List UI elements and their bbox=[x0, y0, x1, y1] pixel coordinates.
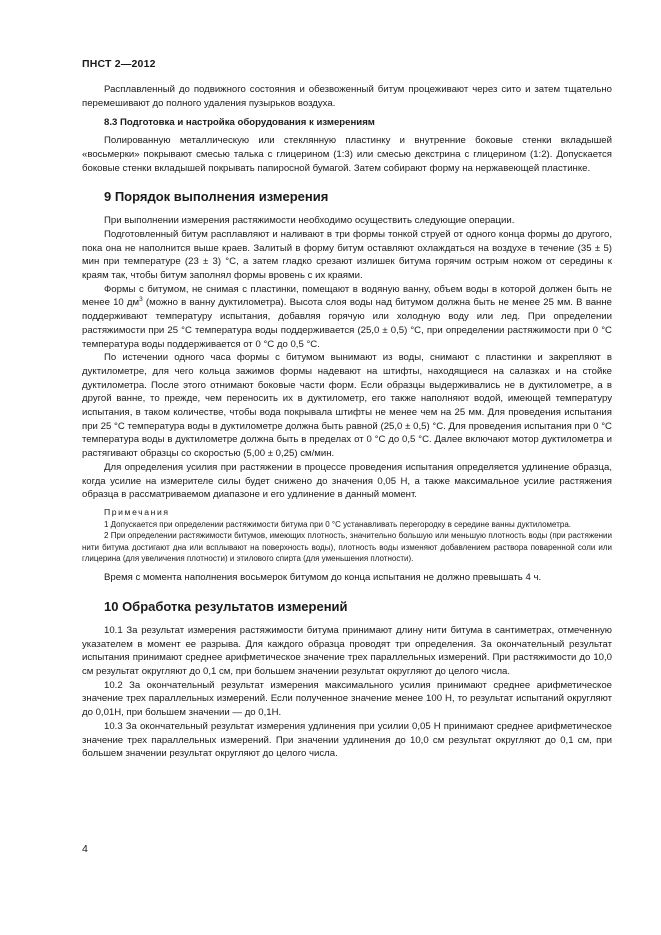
page-number: 4 bbox=[82, 843, 88, 855]
section-8-3-title: 8.3 Подготовка и настройка оборудования к измерениям bbox=[104, 117, 375, 129]
paragraph: Полированную металлическую или стеклянную пластинку и внутренние боковые стенки вкладышей «восьмерки» покрывают смесью талька с глицерином (1:3) или смесью декстрина с глицерином (1:2). Допускается боковые стенки вкладышей покрывать папиросной бумагой. Затем собирают форму на нержавеющей пластинке. bbox=[82, 135, 612, 174]
paragraph: Для определения усилия при растяжении в процессе проведения испытания определяется удлинение образца, когда усилие на измерителе силы будет снижено до значения 0,05 Н, а также максимальное усилие растяжения образца в рассматриваемом диапазоне и его удлинение в данный момент. bbox=[82, 461, 612, 501]
paragraph-part: Формы с битумом, не снимая с пластинки, помещают в водяную ванну, объем воды в которой должен быть не менее 10 дм bbox=[82, 283, 612, 309]
page-body bbox=[82, 83, 612, 761]
section-10-title: 10 Обработка результатов измерений bbox=[104, 598, 348, 614]
superscript: 3 bbox=[139, 296, 143, 304]
paragraph: 10.3 За окончательный результат измерения удлинения при усилии 0,05 Н принимают среднее арифметическое значение трех параллельных измерений. При значении удлинения до 10,0 см результат округляют до 0,1 см, при большем значении результат округляют до целого числа. bbox=[82, 720, 612, 760]
document-code: ПНСТ 2—2012 bbox=[82, 58, 156, 70]
notes-title: Примечания bbox=[104, 506, 170, 517]
paragraph: Расплавленный до подвижного состояния и обезвоженный битум процеживают через сито и затем тщательно перемешивают до полного удаления пузырьков воздуха. bbox=[82, 84, 612, 109]
paragraph-part: (можно в ванну дуктилометра). Высота слоя воды над битумом должна быть не менее 25 мм. В ванне поддерживают температуру испытания, добавляя горячую или холодную воду или лед. При определении растяжимости при 25 °С температура воды поддерживается (25,0 ± 0,5) °С, при определении растяжимости при 0 °С температура воды поддерживается от 0 °С до 0,5 °С. bbox=[82, 297, 612, 350]
paragraph: Подготовленный битум расплавляют и наливают в три формы тонкой струей от одного конца формы до другого, пока она не наполнится выше краев. Залитый в форму битум оставляют охлаждаться на воздухе в течение (35 ± 5) мин при температуре (23 ± 3) °С, а затем гладко срезают излишек битума горячим острым ножом от середины к краям так, чтобы битум заполнял формы вровень с их краями. bbox=[82, 228, 612, 282]
paragraph: 10.2 За окончательный результат измерения максимального усилия принимают среднее арифметическое значение трех параллельных измерений. Если полученное значение менее 100 Н, то результат испытаний округляют до 0,01Н, при большем значении — до 0,1Н. bbox=[82, 679, 612, 719]
section-9-title: 9 Порядок выполнения измерения bbox=[104, 189, 329, 205]
paragraph: 10.1 За результат измерения растяжимости битума принимают длину нити битума в сантиметрах, отмеченную указателем в момент ее разрыва. Для каждого образца проводят три определения. За окончательный результат испытания принимают среднее арифметическое значение трех параллельных измерений. При растяжимости до 10,0 см результат округляют до 0,1 см, при большем значении результат округляют до целого числа. bbox=[82, 624, 612, 677]
paragraph: Время с момента наполнения восьмерок битумом до конца испытания не должно превышать 4 ч. bbox=[104, 572, 542, 584]
note: 1 Допускается при определении растяжимости битума при 0 °С устанавливать перегородку в середине ванны дуктилометра. bbox=[104, 519, 572, 529]
paragraph bbox=[82, 283, 612, 352]
note: 2 При определении растяжимости битумов, имеющих плотность, значительно большую или меньшую плотность воды (при растяжении нити битума достигают дна или всплывают на поверхность воды), плотность воды изменяют добавлением раствора поваренной соли или глицерина (для увеличения плотности) и этилового спирта (для уменьшения плотности). bbox=[82, 531, 612, 563]
paragraph: При выполнении измерения растяжимости необходимо осуществить следующие операции. bbox=[104, 215, 515, 227]
paragraph: По истечении одного часа формы с битумом вынимают из воды, снимают с пластинки и закрепляют в дуктилометре, для чего кольца зажимов формы надевают на штифты, находящиеся на салазках и на стойке дуктилометра. После этого отнимают боковые части форм. Если образцы выдерживались не в дуктилометре, а в другой ванне, то прежде, чем переносить их в дуктилометр, его также наполняют водой, имеющей температуру испытания, в таком количестве, чтобы вода покрывала штифты не менее чем на 25 мм. Для проведения испытания при 25 °С температура воды в дуктилометре должна быть равной (25,0 ± 0,5) °С. Для проведения испытания при 0 °С температура воды в дуктилометре должна быть в пределах от 0 °С до 0,5 °С. Далее включают мотор дуктилометра и растягивают образцы со скоростью (5,00 ± 0,25) см/мин. bbox=[82, 352, 612, 460]
